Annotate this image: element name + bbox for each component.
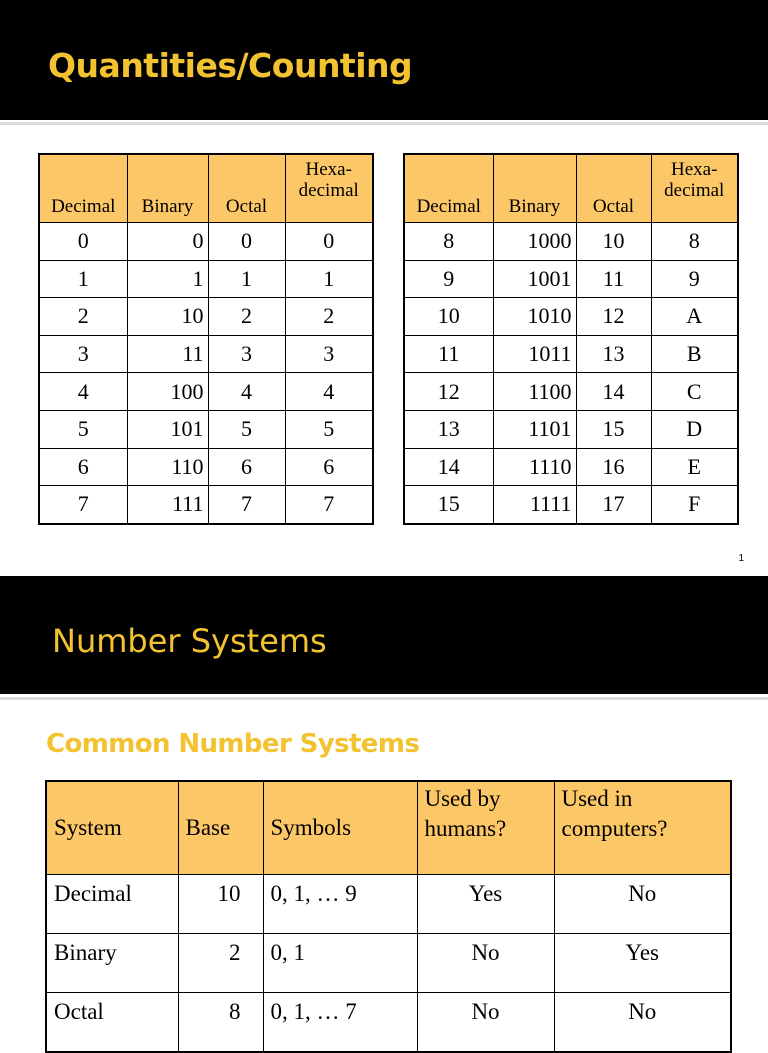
table-cell: No	[417, 934, 554, 993]
table-cell: 2	[178, 934, 263, 993]
systems-header-cell: Base	[178, 781, 263, 875]
table-cell: 8	[404, 223, 493, 261]
table-row	[39, 298, 373, 336]
table-cell: 6	[39, 448, 127, 486]
left-table-header-cell: Binary	[127, 154, 208, 223]
page-number: 1	[738, 553, 744, 564]
table-cell: 10	[404, 298, 493, 336]
table-row	[39, 373, 373, 411]
table-cell: 100	[127, 373, 208, 411]
table-cell: 14	[576, 373, 651, 411]
table-cell: Yes	[417, 875, 554, 934]
table-cell: B	[651, 335, 738, 373]
table-cell: 15	[404, 486, 493, 524]
table-cell: 1011	[493, 335, 576, 373]
counting-table-left	[38, 153, 374, 525]
systems-header-cell: System	[46, 781, 178, 875]
table-cell: 1110	[493, 448, 576, 486]
table-cell: 1000	[493, 223, 576, 261]
table-cell: 16	[576, 448, 651, 486]
table-cell: 5	[208, 410, 285, 448]
table-cell: 13	[576, 335, 651, 373]
left-table-header-cell: Octal	[208, 154, 285, 223]
right-table-header-cell: Binary	[493, 154, 576, 223]
systems-header-cell: Symbols	[263, 781, 417, 875]
table-cell: 1101	[493, 410, 576, 448]
table-cell: 5	[39, 410, 127, 448]
table-cell: 111	[127, 486, 208, 524]
table-cell: No	[417, 993, 554, 1053]
table-cell: 14	[404, 448, 493, 486]
table-row	[404, 298, 738, 336]
table-cell: 1	[127, 260, 208, 298]
table-cell: 7	[208, 486, 285, 524]
table-cell: 8	[178, 993, 263, 1053]
table-cell: 1100	[493, 373, 576, 411]
divider-1	[0, 122, 768, 125]
table-row	[404, 410, 738, 448]
table-cell: 11	[576, 260, 651, 298]
table-row	[39, 486, 373, 524]
table-row	[404, 448, 738, 486]
left-table-header-cell: Hexa- decimal	[285, 154, 373, 223]
table-cell: 3	[208, 335, 285, 373]
slide-title-number-systems: Number Systems	[52, 622, 327, 660]
right-table-header-cell: Hexa- decimal	[651, 154, 738, 223]
slide-title-quantities: Quantities/Counting	[48, 46, 413, 85]
divider-2	[0, 697, 768, 700]
table-row	[39, 448, 373, 486]
table-cell: 6	[208, 448, 285, 486]
table-row	[39, 335, 373, 373]
table-cell: 11	[404, 335, 493, 373]
table-cell: No	[554, 875, 731, 934]
table-cell: 5	[285, 410, 373, 448]
number-systems-table	[45, 780, 732, 1053]
table-cell: 0	[208, 223, 285, 261]
table-cell: C	[651, 373, 738, 411]
table-cell: 17	[576, 486, 651, 524]
table-row	[46, 934, 731, 993]
table-cell: Binary	[46, 934, 178, 993]
table-cell: 13	[404, 410, 493, 448]
table-row	[404, 373, 738, 411]
table-cell: 12	[576, 298, 651, 336]
table-cell: F	[651, 486, 738, 524]
table-cell: 1	[39, 260, 127, 298]
table-cell: 0	[127, 223, 208, 261]
table-cell: 2	[285, 298, 373, 336]
table-cell: 4	[285, 373, 373, 411]
table-cell: 0	[285, 223, 373, 261]
table-cell: 1010	[493, 298, 576, 336]
table-cell: 0, 1	[263, 934, 417, 993]
table-cell: 0, 1, … 7	[263, 993, 417, 1053]
table-cell: 12	[404, 373, 493, 411]
table-row	[404, 260, 738, 298]
table-cell: 101	[127, 410, 208, 448]
table-cell: 110	[127, 448, 208, 486]
table-row	[404, 335, 738, 373]
table-cell: Yes	[554, 934, 731, 993]
systems-header-cell: Used by humans?	[417, 781, 554, 875]
table-cell: 7	[39, 486, 127, 524]
table-cell: 2	[39, 298, 127, 336]
systems-header-cell: Used in computers?	[554, 781, 731, 875]
counting-table-right	[403, 153, 739, 525]
table-row	[39, 223, 373, 261]
table-cell: 11	[127, 335, 208, 373]
table-row	[39, 260, 373, 298]
table-cell: 15	[576, 410, 651, 448]
systems-header-row	[46, 781, 731, 875]
table-cell: 1111	[493, 486, 576, 524]
table-cell: 0	[39, 223, 127, 261]
table-row	[404, 486, 738, 524]
table-cell: 1	[208, 260, 285, 298]
right-table-header-row	[404, 154, 738, 223]
table-cell: 6	[285, 448, 373, 486]
table-cell: No	[554, 993, 731, 1053]
section-subtitle: Common Number Systems	[46, 729, 420, 759]
table-cell: 2	[208, 298, 285, 336]
table-cell: Decimal	[46, 875, 178, 934]
table-row	[46, 875, 731, 934]
right-table-header-cell: Decimal	[404, 154, 493, 223]
table-cell: A	[651, 298, 738, 336]
table-row	[46, 993, 731, 1053]
table-cell: 10	[576, 223, 651, 261]
table-cell: E	[651, 448, 738, 486]
table-cell: 3	[285, 335, 373, 373]
table-cell: D	[651, 410, 738, 448]
table-cell: 10	[178, 875, 263, 934]
table-cell: 8	[651, 223, 738, 261]
table-row	[39, 410, 373, 448]
left-table-header-cell: Decimal	[39, 154, 127, 223]
table-cell: 0, 1, … 9	[263, 875, 417, 934]
table-cell: 10	[127, 298, 208, 336]
table-cell: 4	[208, 373, 285, 411]
table-cell: 9	[651, 260, 738, 298]
table-cell: 7	[285, 486, 373, 524]
table-cell: 3	[39, 335, 127, 373]
table-cell: 4	[39, 373, 127, 411]
table-cell: 1001	[493, 260, 576, 298]
table-cell: 1	[285, 260, 373, 298]
table-row	[404, 223, 738, 261]
left-table-header-row	[39, 154, 373, 223]
table-cell: 9	[404, 260, 493, 298]
table-cell: Octal	[46, 993, 178, 1053]
right-table-header-cell: Octal	[576, 154, 651, 223]
